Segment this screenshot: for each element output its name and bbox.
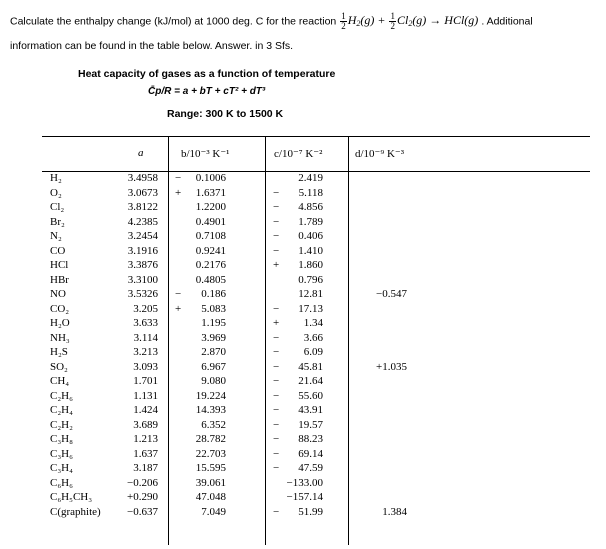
- c-value: 69.14: [298, 447, 323, 460]
- table-title: Heat capacity of gases as a function of temperature: [78, 68, 336, 80]
- c-sign: −: [273, 230, 280, 242]
- column-header-d: d/10⁻⁹ K⁻³: [355, 148, 404, 160]
- b-value: 3.969: [201, 331, 226, 344]
- b-value: 7.049: [201, 505, 226, 518]
- b-value: 5.083: [201, 302, 226, 315]
- b-sign: +: [175, 186, 182, 199]
- d-value: 1.384: [382, 505, 407, 518]
- b-value: 1.2200: [195, 201, 226, 213]
- c-value: 0.796: [298, 273, 323, 286]
- temperature-range: Range: 300 K to 1500 K: [167, 108, 284, 120]
- a-value: 1.637: [133, 447, 158, 460]
- c-value: 1.789: [298, 215, 323, 228]
- column-divider: [168, 137, 169, 545]
- column-header-a: a: [138, 147, 144, 159]
- species-cell: C₆H₅CH₃: [50, 491, 93, 503]
- b-sign: −: [175, 172, 182, 184]
- c-value: 6.09: [303, 346, 323, 358]
- species-cell: C₆H₆: [50, 476, 73, 489]
- species-cell: C₃H₄: [50, 462, 73, 474]
- b-value: 6.352: [201, 418, 226, 431]
- b-value: 0.7108: [195, 230, 226, 242]
- species-cell: NO: [50, 288, 66, 300]
- c-sign: +: [273, 259, 280, 271]
- species-cell: N₂: [50, 230, 62, 242]
- species-cell: SO₂: [50, 360, 68, 373]
- question-text-suffix: . Additional: [481, 15, 533, 28]
- c-sign: −: [273, 244, 280, 257]
- a-value: 1.424: [133, 404, 158, 416]
- a-value: 3.205: [133, 302, 158, 315]
- species-cell: NH₃: [50, 331, 70, 344]
- b-value: 47.048: [195, 491, 226, 503]
- c-value: 3.66: [303, 331, 323, 344]
- a-value: 1.701: [133, 375, 158, 387]
- species-cell: H₂O: [50, 317, 70, 329]
- b-value: 22.703: [195, 447, 226, 460]
- c-value: 4.856: [298, 201, 323, 213]
- a-value: 4.2385: [127, 215, 158, 228]
- a-value: 3.213: [133, 346, 158, 358]
- species-cell: Br₂: [50, 215, 65, 228]
- a-value: 3.3876: [127, 259, 158, 271]
- species-cell: C(graphite): [50, 505, 101, 518]
- c-sign: +: [273, 317, 280, 329]
- b-value: 2.870: [201, 346, 226, 358]
- coefficient-cl2: $\frac{1}{2}$: [390, 11, 395, 31]
- c-value: 45.81: [298, 360, 323, 373]
- a-value: 3.093: [133, 360, 158, 373]
- c-sign: −: [273, 186, 280, 199]
- c-value: 47.59: [298, 462, 323, 474]
- c-value: 51.99: [298, 505, 323, 518]
- b-value: 14.393: [195, 404, 226, 416]
- a-value: 3.689: [133, 418, 158, 431]
- c-value: 0.406: [298, 230, 323, 242]
- species-cell: C₂H₆: [50, 389, 73, 402]
- b-value: 6.967: [201, 360, 226, 373]
- species-cell: C₃H₆: [50, 447, 73, 460]
- b-value: 0.1006: [195, 172, 226, 184]
- c-value: −157.14: [286, 491, 323, 503]
- b-value: 28.782: [195, 433, 226, 445]
- c-sign: −: [273, 433, 280, 445]
- c-value: 55.60: [298, 389, 323, 402]
- species-cell: C₂H₄: [50, 404, 73, 416]
- b-sign: +: [175, 302, 182, 315]
- b-value: 19.224: [195, 389, 226, 402]
- c-value: 1.410: [298, 244, 323, 257]
- c-value: 19.57: [298, 418, 323, 431]
- c-value: 12.81: [298, 288, 323, 300]
- a-value: 1.213: [133, 433, 158, 445]
- question-line-1: [10, 12, 602, 31]
- c-value: 1.34: [303, 317, 323, 329]
- species-cell: Cl₂: [50, 201, 65, 213]
- c-sign: −: [273, 375, 280, 387]
- c-sign: −: [273, 389, 280, 402]
- a-value: −0.637: [127, 505, 158, 518]
- species-cell: HBr: [50, 273, 69, 286]
- c-sign: −: [273, 505, 280, 518]
- a-value: 3.1916: [127, 244, 158, 257]
- c-value: 1.860: [298, 259, 323, 271]
- c-sign: −: [273, 201, 280, 213]
- b-value: 9.080: [201, 375, 226, 387]
- a-value: 3.187: [133, 462, 158, 474]
- c-sign: −: [273, 360, 280, 373]
- c-sign: −: [273, 215, 280, 228]
- a-value: 3.8122: [127, 201, 158, 213]
- a-value: 3.114: [133, 331, 158, 344]
- b-sign: −: [175, 288, 182, 300]
- species-cell: CO: [50, 244, 66, 257]
- species-cell: HCl: [50, 259, 69, 271]
- c-sign: −: [273, 404, 280, 416]
- d-value: −0.547: [376, 288, 407, 300]
- b-value: 0.2176: [195, 259, 226, 271]
- c-sign: −: [273, 418, 280, 431]
- species-cell: H₂: [50, 172, 62, 184]
- b-value: 1.6371: [195, 186, 226, 199]
- c-value: −133.00: [286, 476, 323, 489]
- b-value: 0.186: [201, 288, 226, 300]
- a-value: 3.0673: [127, 186, 158, 199]
- species-cell: O₂: [50, 186, 62, 199]
- c-value: 21.64: [298, 375, 323, 387]
- c-value: 5.118: [298, 186, 323, 199]
- c-value: 88.23: [298, 433, 323, 445]
- c-sign: −: [273, 447, 280, 460]
- column-divider: [265, 137, 266, 545]
- species-cell: C₂H₂: [50, 418, 73, 431]
- heat-capacity-formula: C̄p/R = a + bT + cT² + dT³: [148, 86, 266, 97]
- a-value: 3.2454: [127, 230, 158, 242]
- c-value: 2.419: [298, 172, 323, 184]
- a-value: 3.3100: [127, 273, 158, 286]
- b-value: 0.4805: [195, 273, 226, 286]
- column-header-c: c/10⁻⁷ K⁻²: [274, 148, 323, 160]
- b-value: 39.061: [195, 476, 226, 489]
- species-cell: H₂S: [50, 346, 68, 358]
- column-divider: [348, 137, 349, 545]
- reaction-equation: $\frac{1}{2}$ $H_2(g)$ + $\frac{1}{2}$ $Cl_2(g) \to HCl(g)$: [341, 11, 479, 31]
- a-value: +0.290: [127, 491, 158, 503]
- a-value: 3.4958: [127, 172, 158, 184]
- c-sign: −: [273, 346, 280, 358]
- question-line-2: information can be found in the table below. Answer. in 3 Sfs.: [10, 40, 294, 52]
- b-value: 1.195: [201, 317, 226, 329]
- b-value: 15.595: [195, 462, 226, 474]
- c-value: 43.91: [298, 404, 323, 416]
- species-cell: C₃H₈: [50, 433, 73, 445]
- column-header-b: b/10⁻³ K⁻¹: [181, 148, 230, 160]
- question-text-prefix: Calculate the enthalpy change (kJ/mol) at 1000 deg. C for the reaction: [10, 15, 337, 28]
- c-sign: −: [273, 331, 280, 344]
- a-value: 3.633: [133, 317, 158, 329]
- b-value: 0.4901: [195, 215, 226, 228]
- a-value: 3.5326: [127, 288, 158, 300]
- species-cell: CO₂: [50, 302, 70, 315]
- c-value: 17.13: [298, 302, 323, 315]
- c-sign: −: [273, 302, 280, 315]
- coefficient-h2: $\frac{1}{2}$: [341, 11, 346, 31]
- c-sign: −: [273, 462, 280, 474]
- a-value: −0.206: [127, 476, 158, 489]
- b-value: 0.9241: [195, 244, 226, 257]
- d-value: +1.035: [376, 360, 407, 373]
- species-cell: CH₄: [50, 375, 70, 387]
- a-value: 1.131: [133, 389, 158, 402]
- heat-capacity-table: [42, 136, 590, 545]
